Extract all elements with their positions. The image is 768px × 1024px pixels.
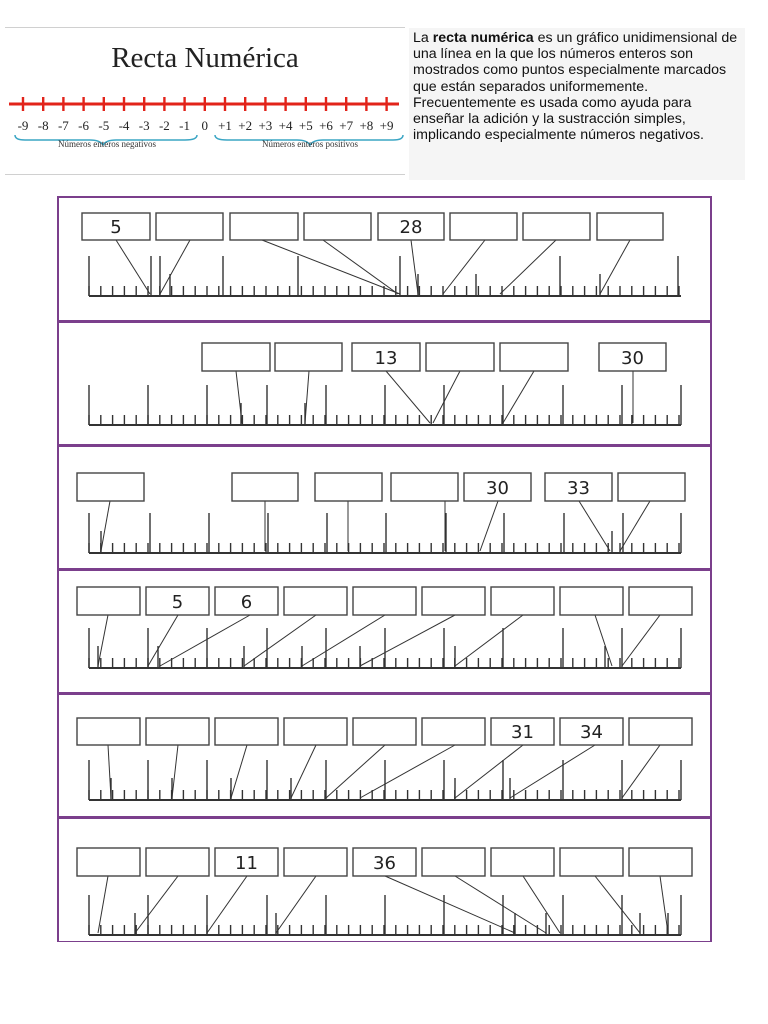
number-line-label: +5	[298, 118, 313, 133]
description-body: es un gráfico unidimensional de una línea en la que los números enteros son mostrados como puntos especialmente marcados que están separados uniformemente. Frecuentemente es usada como ayuda para enseñar la adición y la sustracción simples, implicando especialmente números negativos.	[413, 30, 738, 144]
answer-box	[422, 718, 485, 745]
panel-2-border	[58, 322, 711, 445]
worksheet-panels	[57, 196, 713, 942]
answer-box	[284, 718, 347, 745]
answer-box	[77, 718, 140, 745]
answer-box	[422, 848, 485, 876]
answer-value: 36	[373, 853, 396, 874]
answer-box	[426, 343, 494, 371]
answer-box	[618, 473, 685, 501]
number-line-label: 0	[201, 118, 209, 133]
answer-box	[156, 213, 223, 240]
answer-box	[77, 587, 140, 615]
leader-line	[620, 501, 650, 551]
description-bold-term: recta numérica	[432, 30, 534, 46]
leader-line	[660, 876, 668, 933]
number-line-label: +2	[238, 118, 253, 133]
answer-value: 6	[240, 592, 253, 613]
leader-line	[326, 745, 385, 798]
number-line-label: -3	[138, 118, 150, 133]
leader-line	[622, 745, 660, 798]
number-line-label: +6	[319, 118, 333, 133]
answer-value: 33	[567, 478, 590, 499]
description-text	[409, 28, 745, 180]
panel-3	[77, 473, 685, 553]
answer-value: 5	[110, 217, 122, 238]
leader-line	[262, 240, 400, 294]
answer-value: 31	[511, 722, 534, 743]
answer-box	[450, 213, 517, 240]
leader-line	[455, 745, 523, 798]
leader-line	[510, 745, 595, 798]
answer-value: 5	[171, 592, 184, 613]
answer-box	[560, 848, 623, 876]
leader-line	[622, 615, 660, 666]
leader-line	[500, 240, 556, 294]
answer-box	[315, 473, 382, 501]
leader-line	[98, 615, 108, 666]
answer-box	[629, 848, 692, 876]
answer-box	[597, 213, 663, 240]
answer-value: 11	[235, 853, 258, 874]
answer-box	[500, 343, 568, 371]
number-line-label: -2	[158, 118, 170, 133]
answer-value: 34	[580, 722, 603, 743]
answer-box	[422, 587, 485, 615]
answer-box	[77, 473, 144, 501]
panel-5	[77, 718, 692, 800]
leader-line	[443, 240, 485, 294]
leader-line	[323, 240, 398, 294]
answer-box	[523, 213, 590, 240]
leader-line	[276, 876, 316, 933]
example-number-line	[5, 28, 405, 174]
leader-line	[433, 371, 460, 423]
leader-line	[98, 876, 108, 933]
panel-6	[77, 848, 692, 935]
answer-box	[284, 587, 347, 615]
number-line-label: +1	[218, 118, 232, 133]
answer-box	[491, 587, 554, 615]
answer-box	[560, 587, 623, 615]
header-title: Recta Numérica	[111, 42, 299, 74]
number-line-label: -6	[78, 118, 90, 133]
number-line-label: +3	[258, 118, 273, 133]
answer-box	[353, 718, 416, 745]
leader-line	[291, 745, 316, 798]
number-line-header	[5, 27, 405, 175]
description-prefix: La	[413, 30, 433, 46]
answer-box	[230, 213, 298, 240]
leader-line	[411, 240, 418, 294]
number-line-label: +9	[379, 118, 394, 133]
answer-value: 30	[621, 348, 644, 369]
number-line-label: -4	[118, 118, 130, 133]
leader-line	[600, 240, 630, 294]
panel-1	[82, 213, 681, 296]
answer-box	[629, 718, 692, 745]
number-line-label: -7	[57, 118, 69, 133]
leader-line	[455, 876, 546, 933]
answer-box	[629, 587, 692, 615]
answer-box	[77, 848, 140, 876]
leader-line	[207, 876, 247, 933]
panel-4	[77, 587, 692, 668]
leader-line	[116, 240, 150, 294]
leader-line	[231, 745, 247, 798]
number-line-label: -9	[17, 118, 29, 133]
answer-box	[353, 587, 416, 615]
number-line-label: -1	[179, 118, 191, 133]
leader-line	[503, 371, 534, 423]
answer-box	[304, 213, 371, 240]
answer-box	[232, 473, 298, 501]
number-line-label: -8	[37, 118, 49, 133]
leader-line	[523, 876, 560, 933]
answer-value: 30	[486, 478, 509, 499]
leader-line	[135, 876, 178, 933]
answer-box	[146, 848, 209, 876]
panel-2	[89, 343, 681, 425]
number-line-label: -5	[98, 118, 110, 133]
leader-line	[455, 615, 523, 666]
answer-box	[146, 718, 209, 745]
number-line-label: +7	[339, 118, 354, 133]
answer-value: 13	[374, 348, 398, 369]
leader-line	[385, 876, 515, 933]
leader-line	[480, 501, 498, 551]
leader-line	[595, 876, 640, 933]
leader-line	[595, 615, 612, 666]
leader-line	[579, 501, 610, 551]
answer-box	[275, 343, 342, 371]
leader-line	[160, 240, 190, 294]
answer-value: 28	[399, 217, 423, 238]
answer-box	[491, 848, 554, 876]
positive-caption: Números enteros positivos	[262, 139, 358, 149]
number-line-label: +4	[278, 118, 293, 133]
negative-caption: Números enteros negativos	[58, 139, 156, 149]
leader-line	[172, 745, 178, 798]
answer-box	[391, 473, 458, 501]
answer-box	[202, 343, 270, 371]
answer-box	[215, 718, 278, 745]
number-line-label: +8	[359, 118, 374, 133]
leader-line	[101, 501, 110, 551]
answer-box	[284, 848, 347, 876]
